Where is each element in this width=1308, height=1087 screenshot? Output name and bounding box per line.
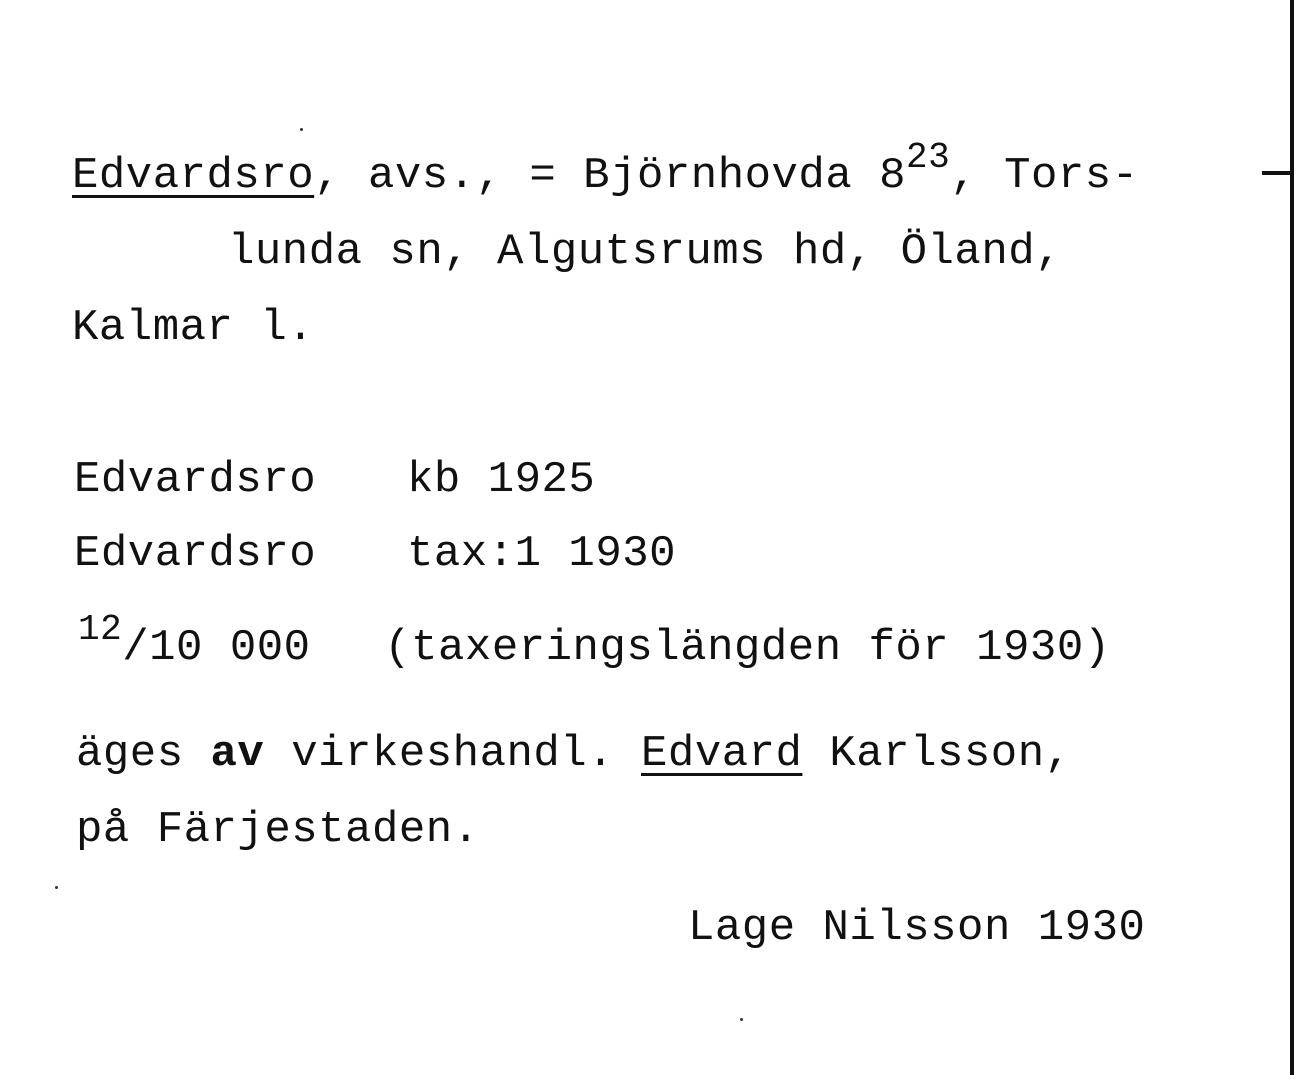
owner-trade: virkeshandl. bbox=[264, 729, 642, 779]
source-row bbox=[74, 454, 595, 506]
source-ref: tax:1 1930 bbox=[407, 529, 677, 579]
signature-line: Lage Nilsson 1930 bbox=[688, 903, 1146, 953]
owner-line bbox=[76, 728, 1072, 780]
place-type: , avs., bbox=[314, 151, 530, 201]
scan-speck bbox=[55, 886, 58, 889]
header-line bbox=[72, 137, 1139, 204]
owner-av: av bbox=[210, 729, 265, 779]
map-scale: /10 000 bbox=[122, 623, 311, 673]
map-note: (taxeringslängden för 1930) bbox=[384, 623, 1111, 673]
owner-given-name: Edvard bbox=[641, 729, 803, 779]
owner-location-line: på Färjestaden. bbox=[76, 805, 480, 855]
equals-symbol: = bbox=[529, 151, 557, 201]
place-name: Edvardsro bbox=[72, 151, 315, 201]
source-name: Edvardsro bbox=[74, 529, 317, 579]
card-edge-tick bbox=[1262, 171, 1292, 175]
owner-surname: Karlsson, bbox=[802, 729, 1072, 779]
parish-start: , Tors- bbox=[950, 151, 1139, 201]
owner-prefix: äges bbox=[76, 729, 211, 779]
location-line: lunda sn, Algutsrums hd, Öland, bbox=[228, 227, 1063, 277]
card-edge-line bbox=[1290, 0, 1294, 1075]
source-row bbox=[74, 528, 676, 580]
parent-place: Björnhovda 8 bbox=[556, 151, 907, 201]
county-line: Kalmar l. bbox=[72, 303, 315, 353]
scan-speck bbox=[300, 128, 303, 131]
scan-speck bbox=[740, 1018, 743, 1021]
source-name: Edvardsro bbox=[74, 455, 317, 505]
map-reference-line bbox=[78, 609, 1111, 676]
source-ref: kb 1925 bbox=[407, 455, 596, 505]
parent-number-sup: 23 bbox=[906, 137, 951, 178]
map-sheet-number: 12 bbox=[78, 609, 123, 650]
